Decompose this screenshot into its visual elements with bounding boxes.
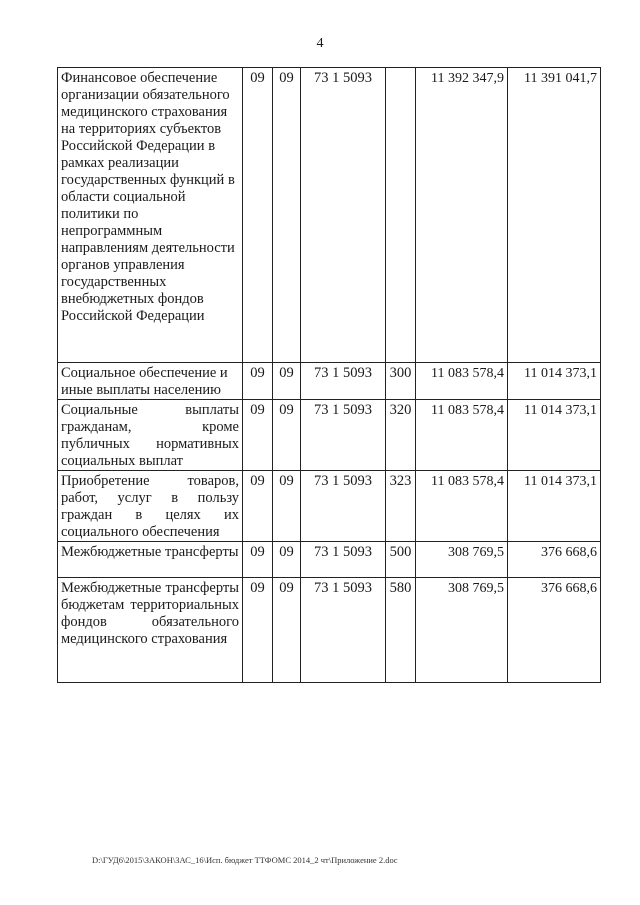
row-sum-2: 11 014 373,1 xyxy=(508,363,601,400)
table-row xyxy=(58,471,601,542)
row-sum-1: 11 083 578,4 xyxy=(416,363,508,400)
row-sum-1: 11 392 347,9 xyxy=(416,68,508,363)
row-section: 09 xyxy=(243,542,273,578)
row-expense-type: 500 xyxy=(386,542,416,578)
row-sum-1: 308 769,5 xyxy=(416,578,508,683)
row-section: 09 xyxy=(243,400,273,471)
row-section: 09 xyxy=(243,68,273,363)
row-name: Финансовое обеспечение организации обязательного медицинского страхования на территориях субъектов Российской Федерации в рамках реализации государственных функций в области социальной политики по непрограммным направлениям деятельности органов управления государственных внебюджетных фондов Российской Федерации xyxy=(58,68,243,363)
row-target-article: 73 1 5093 xyxy=(301,578,386,683)
row-subsection: 09 xyxy=(273,542,301,578)
row-expense-type xyxy=(386,68,416,363)
table-row xyxy=(58,363,601,400)
row-sum-1: 11 083 578,4 xyxy=(416,400,508,471)
row-target-article: 73 1 5093 xyxy=(301,400,386,471)
row-name: Социальное обеспечение и иные выплаты населению xyxy=(58,363,243,400)
row-sum-2: 11 391 041,7 xyxy=(508,68,601,363)
row-section: 09 xyxy=(243,471,273,542)
row-name: Межбюджетные трансферты xyxy=(58,542,243,578)
row-subsection: 09 xyxy=(273,471,301,542)
row-target-article: 73 1 5093 xyxy=(301,363,386,400)
row-name: Межбюджетные трансферты бюджетам территориальных фондов обязательного медицинского страхования xyxy=(58,578,243,683)
row-section: 09 xyxy=(243,363,273,400)
row-expense-type: 323 xyxy=(386,471,416,542)
row-subsection: 09 xyxy=(273,400,301,471)
page-number: 4 xyxy=(316,36,324,51)
footer-file-path: D:\ГУД6\2015\ЗАКОН\ЗАС_16\Исп. бюджет ТТФОМС 2014_2 чт\Приложение 2.doc xyxy=(92,855,398,865)
row-expense-type: 300 xyxy=(386,363,416,400)
table-row xyxy=(58,68,601,363)
row-sum-2: 376 668,6 xyxy=(508,578,601,683)
row-sum-2: 376 668,6 xyxy=(508,542,601,578)
row-sum-1: 308 769,5 xyxy=(416,542,508,578)
budget-table xyxy=(57,67,601,683)
row-expense-type: 320 xyxy=(386,400,416,471)
row-sum-1: 11 083 578,4 xyxy=(416,471,508,542)
row-target-article: 73 1 5093 xyxy=(301,542,386,578)
row-name: Социальные выплаты гражданам, кроме публичных нормативных социальных выплат xyxy=(58,400,243,471)
row-subsection: 09 xyxy=(273,363,301,400)
table-row xyxy=(58,542,601,578)
row-expense-type: 580 xyxy=(386,578,416,683)
table-row xyxy=(58,400,601,471)
row-subsection: 09 xyxy=(273,578,301,683)
row-target-article: 73 1 5093 xyxy=(301,471,386,542)
row-sum-2: 11 014 373,1 xyxy=(508,471,601,542)
row-sum-2: 11 014 373,1 xyxy=(508,400,601,471)
row-name: Приобретение товаров, работ, услуг в пользу граждан в целях их социального обеспечения xyxy=(58,471,243,542)
row-target-article: 73 1 5093 xyxy=(301,68,386,363)
row-subsection: 09 xyxy=(273,68,301,363)
row-section: 09 xyxy=(243,578,273,683)
table-row xyxy=(58,578,601,683)
